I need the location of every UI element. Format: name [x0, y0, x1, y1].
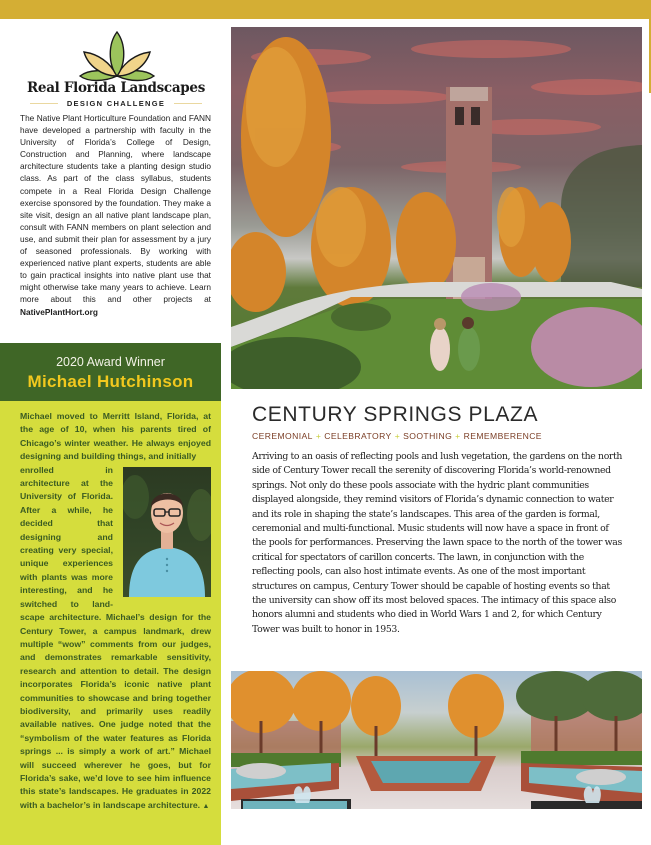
award-kicker: 2020 Award Winner [56, 355, 165, 369]
tag-separator: + [315, 431, 322, 441]
headshot-illustration [123, 467, 211, 597]
tag-soothing: SOOTHING [403, 431, 453, 441]
hero-illustration [231, 27, 642, 389]
native-plant-hort-link[interactable]: NativePlantHort.org [20, 306, 98, 317]
winner-headshot-photo [123, 467, 211, 597]
tag-separator: + [455, 431, 461, 441]
winner-name: Michael Hutchinson [27, 372, 194, 391]
intro-text: The Native Plant Horticulture Foundation and FANN have developed a partnership with faculty in the University of Florida’s College of Design, Construction and Planning, where landscape architecture students take a planting design studio class. As part of the class syllabus, students compete in a Real Florida Design Challenge exercise sponsored by the foundation. They make a site visit, design an all native plant landscape plan, consult with FANN members on plant selection and use, and submit their plan for assessment by a jury of seasoned professionals. By working with experienced native plant experts, students are able to gain practical insights into native plant use that might otherwise take many years to achieve. Learn more about this and other projects at [20, 113, 211, 305]
real-florida-landscapes-logo [0, 28, 222, 108]
reflecting-pools-rendering [231, 671, 642, 809]
tag-ceremonial: CEREMONIAL [252, 431, 313, 441]
article-body: Arriving to an oasis of reflecting pools and lush vegetation, the gardens on the north side of Century Tower recall the serenity of discovering Florida’s world-renowned springs. Not only do these pools associate with the hydric plant communities displayed alongside, they remind visitors of Florida’s dynamic connection to water and its role in shaping the state’s landscapes. This area of the garden is formal, ceremonial and multi-functional. Music students will now have a space in front of the pools for performances. Preserving the lawn space to the north of the tower was critical for spectators of carillon concerts. The lawn, in conjunction with the reflecting pools, can also host intimate events. As one of the most important structures on campus, Century Tower should be capable of hosting events so that the university can show off its most beloved spaces. The intimacy of this space also honors alumni and students who died in World Wars 1 and 2, for which Century Tower was built to honor in 1953. [252, 451, 623, 635]
bio-rest-text: scape architecture. Michael’s design for the Century Tower, a campus landmark, drew multiple “wow” comments from our judges, and demonstrates remarkable sensitivity, research and attention to detail. The design incorporates Florida’s iconic native plant communities to showcase and bring together biodiversity, and primarily uses readily available natives. One judge noted that the “symbolism of the water features as Florida springs ... is simply a work of art.” Michael will succeed wherever he goes, but for Florida’s sake, we’d love to see him influence this state’s landscapes. He graduates in 2022 with a bachelor’s in landscape architecture. [20, 612, 211, 810]
article [252, 402, 632, 666]
tag-rememberence: REMEMBERENCE [463, 431, 542, 441]
pools-illustration [231, 671, 642, 809]
bio-top: Michael moved to Merritt Island, Florida, at the age of 10, when his parents tired of Chicago’s winter weather. He always enjoyed designing and building things, and initially [20, 411, 211, 462]
article-tags [252, 431, 632, 442]
tag-celebratory: CELEBRATORY [324, 431, 392, 441]
end-of-article-triangle-icon: ▲ [202, 802, 210, 810]
logo-subtitle: DESIGN CHALLENGE [30, 99, 202, 108]
left-column [0, 112, 221, 845]
award-winner-header [0, 343, 221, 401]
intro-paragraph [20, 112, 211, 338]
century-tower-garden-rendering [231, 27, 642, 389]
bio-wrap-text: enrolled in architecture at the University of Florida. After a while, he decided that designing and creating very special, unique experiences with plants was more interesting, and he switched to land- [20, 464, 113, 609]
lotus-leaf-logo-icon [76, 30, 158, 82]
top-gold-bar [0, 0, 651, 19]
article-title: CENTURY SPRINGS PLAZA [252, 403, 539, 426]
winner-bio-panel [0, 401, 221, 845]
logo-title: Real Florida Landscapes [26, 80, 206, 96]
tag-separator: + [394, 431, 401, 441]
